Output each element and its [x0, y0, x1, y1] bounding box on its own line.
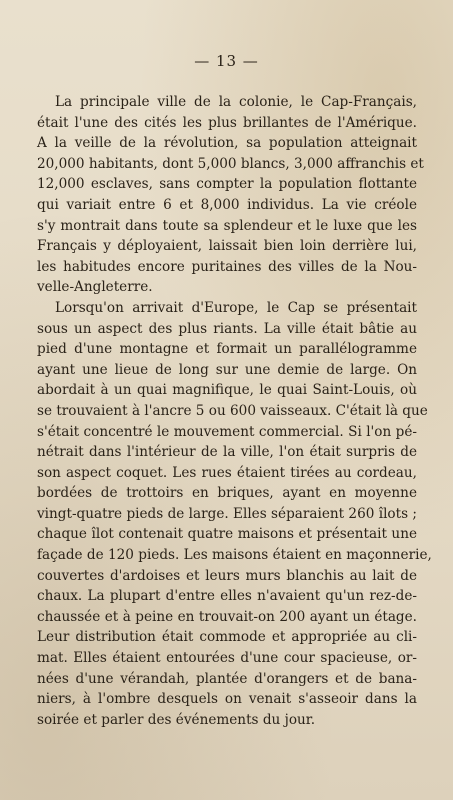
- text-line: les habitudes encore puritaines des villes de la Nou-: [37, 258, 417, 275]
- text-line: nées d'une vérandah, plantée d'orangers et de bana-: [37, 670, 417, 687]
- text-line: velle-Angleterre.: [37, 279, 153, 296]
- text-line: couvertes d'ardoises et leurs murs blanchis au lait de: [37, 567, 417, 584]
- text-line: chaussée et à peine en trouvait-on 200 ayant un étage.: [37, 608, 417, 625]
- text-line: ayant une lieue de long sur une demie de large. On: [37, 361, 417, 378]
- text-line: s'était concentré le mouvement commercial. Si l'on pé-: [37, 423, 417, 440]
- text-line: Leur distribution était commode et appropriée au cli-: [37, 629, 417, 646]
- text-line: s'y montrait dans toute sa splendeur et le luxe que les: [37, 217, 417, 234]
- text-line: 12,000 esclaves, sans compter la population flottante: [37, 176, 417, 193]
- text-line: qui variait entre 6 et 8,000 individus. La vie créole: [37, 196, 417, 213]
- text-line: se trouvaient à l'ancre 5 ou 600 vaisseaux. C'était là que: [37, 402, 428, 419]
- text-line: bordées de trottoirs en briques, ayant en moyenne: [37, 485, 417, 502]
- text-line: pied d'une montagne et formait un parallélogramme: [37, 341, 417, 358]
- text-line: abordait à un quai magnifique, le quai Saint-Louis, où: [37, 382, 417, 399]
- text-line: A la veille de la révolution, sa population atteignait: [37, 135, 417, 152]
- text-line: chaque îlot contenait quatre maisons et présentait une: [37, 526, 417, 543]
- page-number: — 13 —: [194, 52, 259, 70]
- text-line: chaux. La plupart d'entre elles n'avaient qu'un rez-de-: [37, 588, 417, 605]
- body-text: [37, 92, 432, 730]
- text-line: mat. Elles étaient entourées d'une cour spacieuse, or-: [37, 650, 417, 667]
- text-line: niers, à l'ombre desquels on venait s'asseoir dans la: [37, 691, 417, 708]
- text-line: Lorsqu'on arrivait d'Europe, le Cap se présentait: [55, 299, 417, 316]
- text-line: façade de 120 pieds. Les maisons étaient en maçonnerie,: [37, 547, 432, 564]
- text-line: son aspect coquet. Les rues étaient tirées au cordeau,: [37, 464, 417, 481]
- paragraph-2: [37, 298, 432, 730]
- text-line: était l'une des cités les plus brillantes de l'Amérique.: [37, 114, 417, 131]
- text-line: sous un aspect des plus riants. La ville était bâtie au: [37, 320, 417, 337]
- text-line: soirée et parler des événements du jour.: [37, 711, 316, 728]
- text-line: La principale ville de la colonie, le Cap-Français,: [55, 94, 417, 110]
- text-line: Français y déployaient, laissait bien loin derrière lui,: [37, 238, 417, 255]
- paragraph-1: [37, 92, 424, 298]
- text-line: vingt-quatre pieds de large. Elles séparaient 260 îlots ;: [37, 505, 417, 522]
- text-line: 20,000 habitants, dont 5,000 blancs, 3,000 affranchis et: [37, 155, 424, 172]
- text-line: nétrait dans l'intérieur de la ville, l'on était surpris de: [37, 444, 417, 461]
